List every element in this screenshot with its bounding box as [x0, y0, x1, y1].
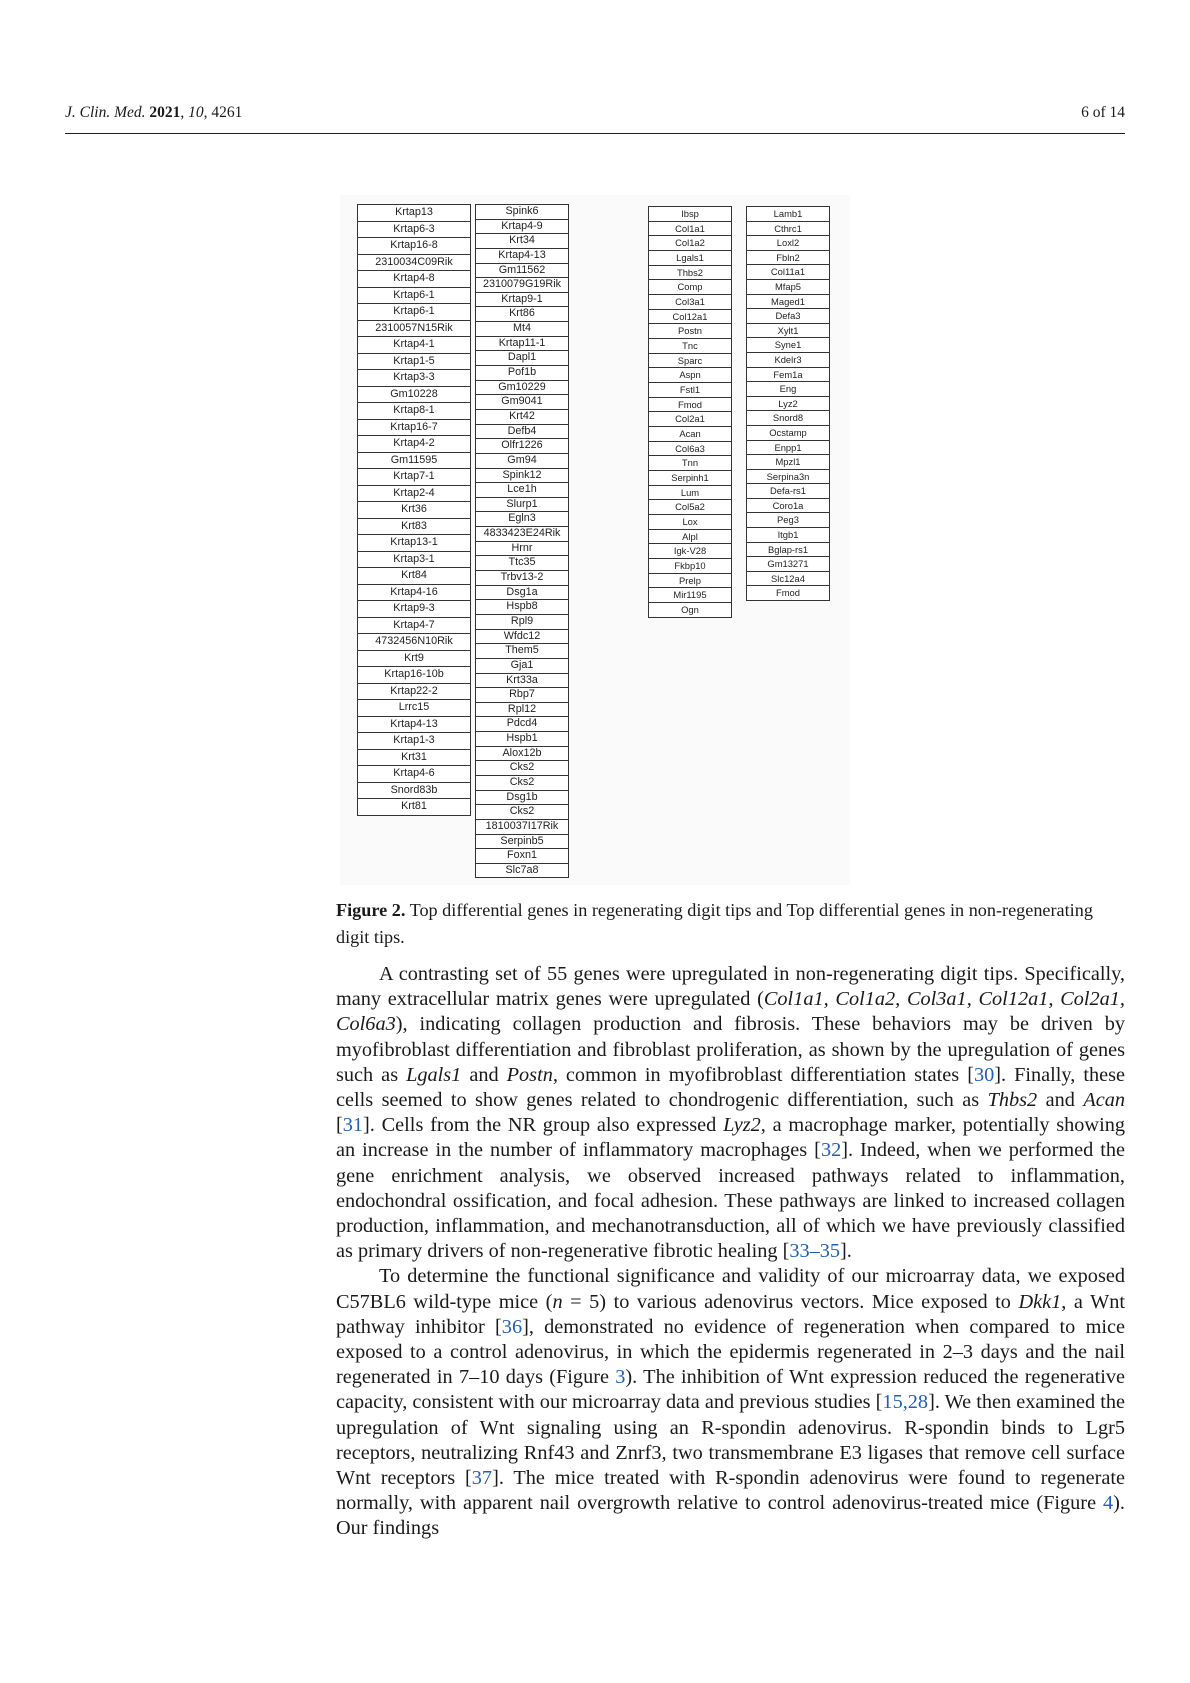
gene-cell: Coro1a — [747, 499, 829, 514]
gene-cell: Rpl9 — [476, 615, 568, 630]
text-run: , a macrophage marker, potentially showing an increase in the number of inflammatory macrophages [ — [336, 1114, 1125, 1162]
gene-cell: Egln3 — [476, 512, 568, 527]
gene-cell: Slc12a4 — [747, 572, 829, 587]
journal-volume: 10 — [188, 104, 204, 121]
gene-cell: Krtap13-1 — [358, 535, 470, 552]
gene-cell: Ttc35 — [476, 556, 568, 571]
gene-cell: Serpinh1 — [649, 471, 731, 486]
gene-cell: Krtap4-6 — [358, 766, 470, 783]
gene-cell: Lrrc15 — [358, 700, 470, 717]
gene-cell: Defa3 — [747, 309, 829, 324]
gene-cell: Gm13271 — [747, 557, 829, 572]
gene-cell: Itgb1 — [747, 528, 829, 543]
gene-cell: Mfap5 — [747, 280, 829, 295]
gene-cell: Krtap8-1 — [358, 403, 470, 420]
figure-link[interactable]: 3 — [615, 1366, 626, 1389]
gene-cell: Krt33a — [476, 674, 568, 689]
gene-cell: Krtap4-13 — [358, 717, 470, 734]
gene-cell: Gm11595 — [358, 453, 470, 470]
text-run: , a Wnt pathway inhibitor [ — [336, 1290, 1125, 1338]
gene-cell: Krt34 — [476, 234, 568, 249]
gene-cell: Alox12b — [476, 747, 568, 762]
body-text — [336, 962, 1125, 1542]
nonregenerating-gene-list-2 — [746, 206, 830, 601]
gene-cell: Krtap3-3 — [358, 370, 470, 387]
gene-names: Col1a1, Col1a2, Col3a1, Col12a1, Col2a1, Col6a3 — [336, 988, 1125, 1036]
gene-cell: 4833423E24Rik — [476, 527, 568, 542]
gene-cell: Gm10228 — [358, 387, 470, 404]
gene-cell: Olfr1226 — [476, 439, 568, 454]
text-run: ], demonstrated no evidence of regeneration when compared to mice exposed to a control adenovirus, in which the epidermis regenerated in 2–3 days and the nail regenerated in 7–10 days (Figure — [336, 1315, 1125, 1389]
text-run: ), indicating collagen production and fibrosis. These behaviors may be driven by myofibroblast differentiation and fibroblast proliferation, as shown by the upregulation of genes such as — [336, 1013, 1125, 1086]
gene-cell: Cks2 — [476, 776, 568, 791]
gene-cell: Igk-V28 — [649, 544, 731, 559]
paragraph-1 — [336, 962, 1125, 1264]
nonregenerating-gene-list-1 — [648, 206, 732, 618]
gene-cell: Col3a1 — [649, 295, 731, 310]
text-run: , common in myofibroblast differentiation states [ — [552, 1063, 974, 1086]
gene-name: Thbs2 — [987, 1089, 1038, 1112]
text-run: ]. Finally, these cells seemed to show genes related to chondrogenic differentiation, such as — [336, 1063, 1125, 1112]
gene-cell: Krtap22-2 — [358, 684, 470, 701]
gene-cell: Cthrc1 — [747, 222, 829, 237]
gene-cell: Prelp — [649, 574, 731, 589]
citation-link[interactable]: 37 — [471, 1467, 493, 1490]
gene-cell: Enpp1 — [747, 441, 829, 456]
gene-cell: Sparc — [649, 354, 731, 369]
gene-cell: Krtap4-16 — [358, 585, 470, 602]
gene-cell: Lamb1 — [747, 207, 829, 222]
gene-cell: Rbp7 — [476, 688, 568, 703]
gene-cell: Krtap4-8 — [358, 271, 470, 288]
gene-cell: Hrnr — [476, 542, 568, 557]
gene-cell: Krtap7-1 — [358, 469, 470, 486]
journal-citation: J. Clin. Med. 2021, 10, 4261 — [65, 104, 243, 121]
regenerating-gene-list-2 — [475, 204, 569, 878]
gene-cell: Krtap4-1 — [358, 337, 470, 354]
gene-cell: Cks2 — [476, 761, 568, 776]
gene-cell: Dsg1b — [476, 791, 568, 806]
gene-cell: Foxn1 — [476, 849, 568, 864]
gene-cell: 4732456N10Rik — [358, 634, 470, 651]
gene-cell: 1810037I17Rik — [476, 820, 568, 835]
gene-cell: Krtap4-9 — [476, 220, 568, 235]
gene-cell: Krtap16-10b — [358, 667, 470, 684]
gene-cell: Krtap1-3 — [358, 733, 470, 750]
text-run: ]. Cells from the NR group also expressed — [363, 1114, 724, 1137]
gene-cell: Spink6 — [476, 205, 568, 220]
text-run: To determine the functional significance and validity of our microarray data, we exposed C57BL6 wild-type mice ( — [336, 1265, 1125, 1313]
gene-cell: Slurp1 — [476, 498, 568, 513]
gene-cell: Thbs2 — [649, 266, 731, 281]
gene-cell: Fmod — [776, 587, 800, 599]
gene-cell: 2310079G19Rik — [476, 278, 568, 293]
citation-link[interactable]: 15,28 — [882, 1391, 929, 1414]
text-run: ]. Indeed, when we performed the gene enrichment analysis, we observed increased pathways related to inflammation, endochondral ossification, and focal adhesion. These pathways are linked to increased collagen production, inflammation, and mechanotransduction, all of which we have previously classified as primary drivers of non-regenerative fibrotic healing [ — [336, 1139, 1125, 1263]
gene-cell: Mt4 — [476, 322, 568, 337]
citation-link[interactable]: 36 — [501, 1315, 523, 1338]
article-number: 4261 — [211, 104, 243, 121]
gene-cell: Pdcd4 — [476, 717, 568, 732]
gene-cell: Them5 — [476, 644, 568, 659]
gene-cell: Gm94 — [476, 454, 568, 469]
gene-name: Postn — [506, 1063, 553, 1086]
gene-cell: Lyz2 — [747, 397, 829, 412]
gene-cell: Spink12 — [476, 469, 568, 484]
page-number: 6 of 14 — [1081, 104, 1125, 121]
citation-link[interactable]: 32 — [820, 1139, 842, 1162]
gene-cell: Krt81 — [401, 800, 427, 812]
gene-cell: Krtap6-1 — [358, 288, 470, 305]
gene-cell: Krtap16-8 — [358, 238, 470, 255]
gene-cell: Mpzl1 — [747, 455, 829, 470]
gene-cell: Serpina3n — [747, 470, 829, 485]
gene-cell: Col1a2 — [649, 236, 731, 251]
gene-cell: Bglap-rs1 — [747, 543, 829, 558]
gene-cell: Krtap4-2 — [358, 436, 470, 453]
gene-cell: Krt31 — [358, 750, 470, 767]
text-run: ]. — [840, 1240, 852, 1263]
journal-year: 2021 — [149, 104, 181, 121]
gene-cell: Krtap9-3 — [358, 601, 470, 618]
gene-cell: Krtap9-1 — [476, 293, 568, 308]
regenerating-gene-list-1 — [357, 204, 471, 816]
gene-cell: Snord83b — [358, 783, 470, 800]
gene-cell: Gm10229 — [476, 381, 568, 396]
gene-cell: Krtap6-1 — [358, 304, 470, 321]
gene-cell: Krtap3-1 — [358, 552, 470, 569]
gene-cell: Mir1195 — [649, 588, 731, 603]
gene-cell: Krtap6-3 — [358, 222, 470, 239]
gene-cell: Fbln2 — [747, 251, 829, 266]
gene-cell: 2310057N15Rik — [358, 321, 470, 338]
gene-cell: Col1a1 — [649, 222, 731, 237]
variable: n — [552, 1290, 563, 1313]
figure-caption — [336, 897, 1125, 951]
gene-cell: Peg3 — [747, 513, 829, 528]
gene-cell: Tnc — [649, 339, 731, 354]
gene-cell: Dapl1 — [476, 351, 568, 366]
gene-cell: Gm11562 — [476, 264, 568, 279]
gene-cell: Comp — [649, 280, 731, 295]
gene-cell: Snord8 — [747, 411, 829, 426]
text-run: ). The inhibition of Wnt expression reduced the regenerative capacity, consistent with our microarray data and previous studies [ — [336, 1366, 1125, 1414]
gene-cell: Alpl — [649, 530, 731, 545]
gene-cell: Gm9041 — [476, 395, 568, 410]
gene-cell: Col2a1 — [649, 412, 731, 427]
gene-cell: Kdelr3 — [747, 353, 829, 368]
gene-cell: Maged1 — [747, 295, 829, 310]
gene-cell: Eng — [747, 382, 829, 397]
gene-cell: Krtap2-4 — [358, 486, 470, 503]
gene-cell: Krt36 — [358, 502, 470, 519]
gene-name: Dkk1 — [1018, 1290, 1062, 1313]
gene-cell: Fkbp10 — [649, 559, 731, 574]
citation-link[interactable]: 30 — [973, 1063, 995, 1086]
caption-text: Top differential genes in regenerating digit tips and Top differential genes in non-regenerating digit tips. — [336, 900, 1093, 947]
gene-cell: Hspb1 — [476, 732, 568, 747]
gene-cell: Krt42 — [476, 410, 568, 425]
text-run: ). Our findings — [336, 1492, 1125, 1540]
gene-cell: Acan — [649, 427, 731, 442]
gene-cell: 2310034C09Rik — [358, 255, 470, 272]
figure-link[interactable]: 4 — [1103, 1492, 1114, 1515]
gene-cell: Wfdc12 — [476, 630, 568, 645]
text-run: and — [461, 1063, 507, 1086]
gene-cell: Col5a2 — [649, 500, 731, 515]
gene-cell: Lce1h — [476, 483, 568, 498]
citation-link[interactable]: 33–35 — [789, 1240, 841, 1263]
header-rule — [65, 133, 1125, 134]
text-run: A contrasting set of 55 genes were upregulated in non-regenerating digit tips. Specifically, many extracellular matrix genes were upregulated ( — [336, 963, 1125, 1011]
gene-cell: Pof1b — [476, 366, 568, 381]
gene-cell: Lgals1 — [649, 251, 731, 266]
gene-cell: Defa-rs1 — [747, 484, 829, 499]
citation-link[interactable]: 31 — [342, 1114, 364, 1137]
gene-cell: Col11a1 — [747, 265, 829, 280]
gene-cell: Col12a1 — [649, 310, 731, 325]
gene-cell: Krtap1-5 — [358, 354, 470, 371]
gene-cell: Ibsp — [649, 207, 731, 222]
gene-cell: Cks2 — [476, 805, 568, 820]
gene-cell: Aspn — [649, 368, 731, 383]
gene-cell: Ocstamp — [747, 426, 829, 441]
gene-cell: Postn — [649, 324, 731, 339]
gene-cell: Krtap11-1 — [476, 337, 568, 352]
gene-cell: Krt9 — [358, 651, 470, 668]
journal-abbrev: J. Clin. Med. — [65, 104, 146, 121]
gene-name: Lgals1 — [406, 1063, 462, 1086]
gene-cell: Hspb8 — [476, 600, 568, 615]
text-run: ]. The mice treated with R-spondin adenovirus were found to regenerate normally, with apparent nail overgrowth relative to control adenovirus-treated mice (Figure — [336, 1467, 1125, 1515]
gene-cell: Serpinb5 — [476, 835, 568, 850]
gene-cell: Gja1 — [476, 659, 568, 674]
gene-cell: Trbv13-2 — [476, 571, 568, 586]
gene-cell: Syne1 — [747, 338, 829, 353]
caption-label: Figure 2. — [336, 900, 406, 920]
gene-cell: Fstl1 — [649, 383, 731, 398]
gene-cell: Ogn — [681, 604, 699, 616]
gene-cell: Rpl12 — [476, 703, 568, 718]
gene-name: Acan — [1083, 1089, 1125, 1112]
gene-cell: Fmod — [649, 398, 731, 413]
gene-cell: Tnn — [649, 456, 731, 471]
gene-name: Lyz2 — [723, 1114, 761, 1137]
gene-cell: Col6a3 — [649, 442, 731, 457]
text-run: ]. We then examined the upregulation of Wnt signaling using an R-spondin adenovirus. R-spondin binds to Lgr5 receptors, neutralizing Rnf43 and Znrf3, two transmembrane E3 ligases that remove cell surface Wnt receptors [ — [336, 1391, 1125, 1490]
gene-cell: Fem1a — [747, 368, 829, 383]
gene-cell: Krt86 — [476, 307, 568, 322]
gene-cell: Lox — [649, 515, 731, 530]
gene-cell: Krt84 — [358, 568, 470, 585]
gene-cell: Krtap4-7 — [358, 618, 470, 635]
gene-cell: Dsg1a — [476, 586, 568, 601]
gene-cell: Krtap4-13 — [476, 249, 568, 264]
paragraph-2 — [336, 1264, 1125, 1541]
gene-cell: Slc7a8 — [505, 863, 539, 876]
gene-cell: Krtap13 — [358, 205, 470, 222]
gene-cell: Loxl2 — [747, 236, 829, 251]
gene-cell: Defb4 — [476, 425, 568, 440]
text-run: = 5) to various adenovirus vectors. Mice exposed to — [562, 1290, 1019, 1313]
text-run: [ — [336, 1114, 343, 1137]
gene-cell: Krt83 — [358, 519, 470, 536]
gene-cell: Xylt1 — [747, 324, 829, 339]
text-run: and — [1037, 1089, 1084, 1112]
gene-cell: Krtap16-7 — [358, 420, 470, 437]
gene-cell: Lum — [649, 486, 731, 501]
